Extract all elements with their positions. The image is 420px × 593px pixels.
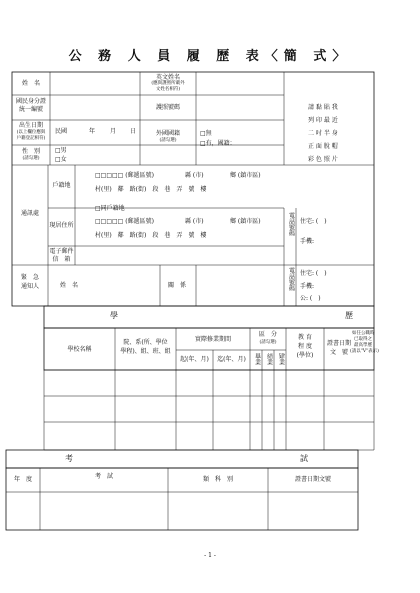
birth-month: 月 — [110, 128, 117, 135]
col-dropped: 肄業 — [277, 353, 285, 365]
birth-note2: 戶籍登記相符) — [16, 136, 46, 141]
col-graduated: 畢業 — [253, 353, 261, 365]
current-road: 村(里) 鄰 路(街) 段 巷 弄 號 樓 — [95, 232, 207, 239]
foreign-note: (請勾選) — [159, 138, 177, 143]
household-label: 戶籍地 — [52, 182, 71, 189]
id-label2: 統一編號 — [18, 106, 43, 113]
household-postal: □□□□□ (郵遞區號) — [95, 172, 154, 179]
col-degree: 教 育 — [298, 334, 312, 341]
birth-note: (以上欄位應與 — [16, 130, 46, 135]
email-label: 電子郵件 — [49, 248, 74, 255]
col-status: 區 分 — [258, 331, 277, 338]
address-phone-label: 電話號碼 — [287, 212, 295, 236]
birth-label: 出生日期 — [18, 122, 43, 129]
col-dept2: 學程)、組、班、組 — [120, 348, 171, 355]
col-school: 學校名稱 — [67, 346, 92, 353]
emergency-label: 緊 急 — [20, 274, 39, 281]
col-completed: 結業 — [265, 353, 273, 365]
gender-note: (請勾選) — [22, 156, 40, 161]
emergency-mobile-phone: 手機: — [300, 283, 315, 290]
household-road: 村(里) 鄰 路(街) 段 巷 弄 號 樓 — [95, 186, 207, 193]
col-degree3: (學位) — [296, 352, 314, 359]
foreign-yes-checkbox[interactable]: □有，國籍： — [200, 140, 236, 147]
exam-col-cert: 證書日期文號 — [294, 476, 331, 483]
photo-line-3: 二 吋 半 身 — [308, 130, 338, 137]
gender-label: 性 別 — [21, 148, 40, 155]
passport-label: 護照號碼 — [155, 104, 180, 111]
emergency-name-label: 姓 名 — [60, 282, 79, 289]
current-label: 現居住所 — [49, 222, 74, 229]
col-from: 起(年、月) — [180, 356, 209, 363]
gender-female-checkbox[interactable]: □女 — [55, 156, 67, 163]
eng-name-note: (應與護照所載外 — [151, 81, 185, 86]
col-period: 實際修業期間 — [194, 336, 231, 343]
exam-heading-left: 考 — [65, 454, 75, 463]
education-heading-right: 歷 — [345, 311, 355, 320]
emergency-relation-label: 關 係 — [168, 282, 187, 289]
col-highest: 如任公職時 — [352, 331, 375, 336]
birth-min: 民國 — [55, 128, 68, 135]
gender-male-checkbox[interactable]: □男 — [55, 147, 67, 154]
education-heading-left: 學 — [110, 311, 120, 320]
current-county: 縣 (市) — [185, 218, 204, 225]
exam-col-subject: 類 科 別 — [202, 476, 233, 483]
col-highest3: 最高學歷 — [354, 343, 372, 348]
exam-col-exam: 考 試 — [94, 473, 113, 480]
col-to: 迄(年、月) — [217, 356, 246, 363]
id-label: 國民身分證 — [15, 98, 46, 105]
eng-name-note2: 文姓名相符) — [155, 87, 181, 92]
photo-line-4: 正 面 脫 帽 — [308, 143, 338, 150]
col-highest2: 已取得之 — [354, 337, 372, 342]
photo-line-5: 彩 色 照 片 — [308, 156, 338, 163]
emergency-office-phone: 公: ( ) — [300, 295, 321, 302]
birth-year: 年 — [89, 128, 96, 135]
birth-day: 日 — [130, 128, 137, 135]
household-town: 鄉 (鎮市區) — [230, 172, 261, 179]
page-title: 公 務 人 員 履 歷 表〈簡 式〉 — [68, 49, 352, 64]
col-degree2: 程 度 — [298, 343, 312, 350]
foreign-label: 外國國籍 — [155, 130, 180, 137]
household-county: 縣 (市) — [185, 172, 204, 179]
emergency-label2: 通知人 — [20, 283, 39, 290]
email-label2: 信 箱 — [52, 256, 71, 263]
address-home-phone: 住宅: ( ) — [300, 218, 327, 225]
emergency-phone-label: 電話號碼 — [287, 267, 295, 291]
current-postal: □□□□□ (郵遞區號) — [95, 218, 154, 225]
photo-line-2: 列 印 最 近 — [308, 117, 338, 124]
foreign-none-checkbox[interactable]: □無 — [200, 130, 212, 137]
address-mobile-phone: 手機: — [300, 238, 315, 245]
photo-line-1: 請 黏 貼 我 — [308, 104, 338, 111]
emergency-home-phone: 住宅: ( ) — [300, 270, 327, 277]
address-section-label: 通訊處 — [20, 210, 39, 217]
page-number: - 1 - — [204, 552, 216, 559]
col-dept: 院、系(所、學位 — [123, 339, 168, 346]
col-cert2: 文 號 — [329, 349, 348, 356]
current-town: 鄉 (鎮市區) — [230, 218, 261, 225]
exam-col-year: 年 度 — [13, 476, 32, 483]
same-as-household-checkbox[interactable]: □同戶籍地 — [95, 205, 125, 212]
col-cert: 證書日期 — [326, 340, 351, 347]
name-label: 姓 名 — [21, 80, 40, 87]
col-status-note: (請勾選) — [259, 340, 277, 345]
col-highest4: (請以"V"表示) — [350, 349, 379, 354]
exam-heading-right: 試 — [300, 454, 310, 463]
eng-name-label: 英文姓名 — [155, 74, 180, 81]
